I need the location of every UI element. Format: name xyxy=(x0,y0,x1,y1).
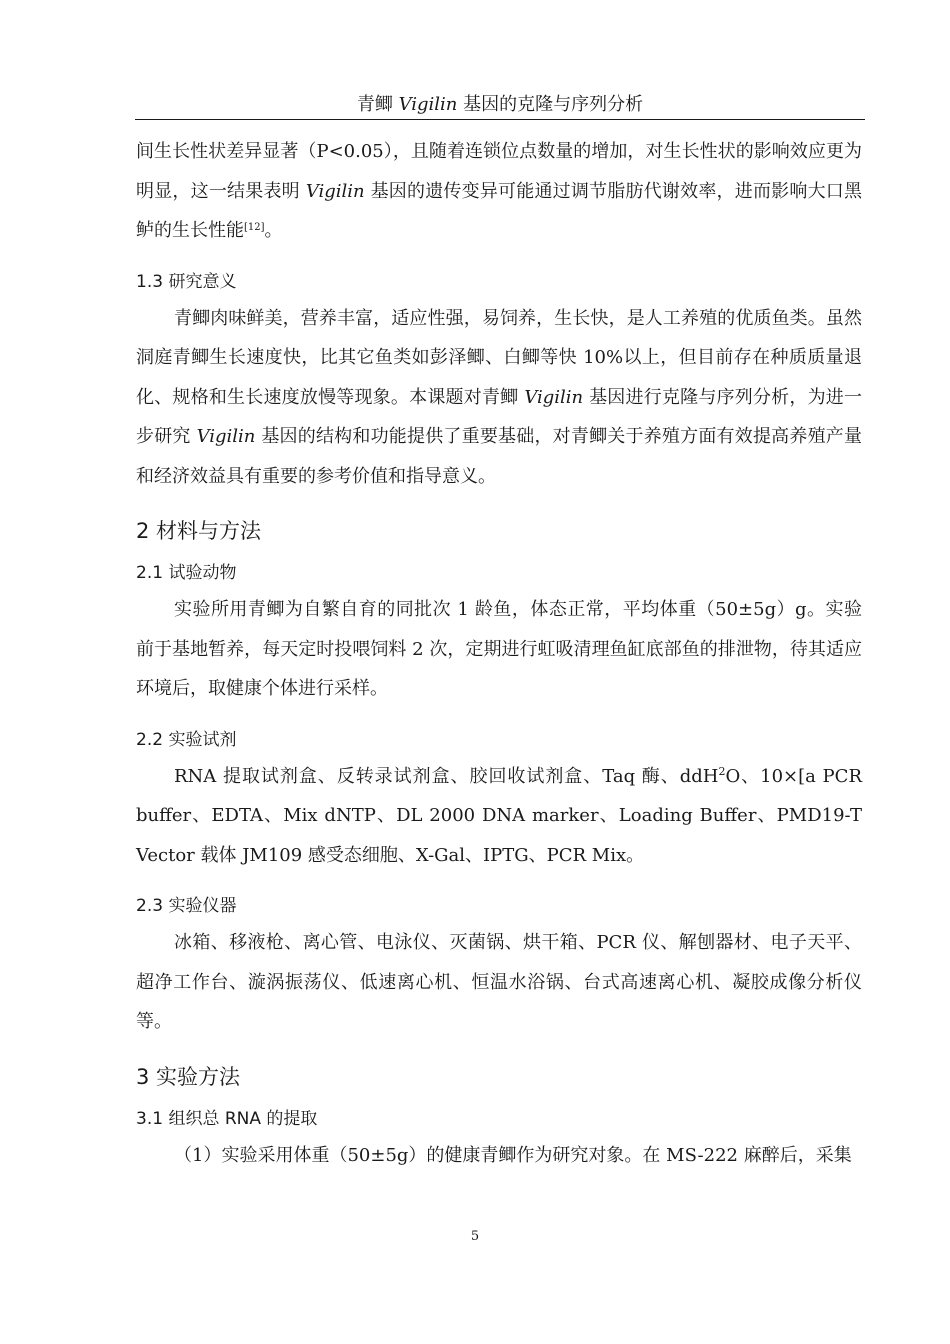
section-2-1-title: 2.1 试验动物 xyxy=(136,563,237,583)
section-1-3-gene-1: Vigilin xyxy=(524,386,584,408)
chapter-3-title: 3 实验方法 xyxy=(136,1064,241,1089)
superscript-2: 2 xyxy=(718,764,726,778)
intro-line2a: 更为明显，这一结果表明 xyxy=(136,141,862,202)
section-2-3-paragraph: 冰箱、移液枪、离心管、电泳仪、灭菌锅、烘干箱、PCR 仪、解刨器材、电子天平、超净工作台、漩涡振荡仪、低速离心机、恒温水浴锅、台式高速离心机、凝胶成像分析仪等。 xyxy=(136,932,862,1032)
running-header xyxy=(135,93,865,117)
section-2-2-title: 2.2 实验试剂 xyxy=(136,729,237,750)
section-3-1-title: 3.1 组织总 RNA 的提取 xyxy=(136,1108,318,1129)
intro-line2b: 基因的遗传变异可能通过调节脂肪代谢效率，进而影响大口黑鲈的生长性能 xyxy=(136,180,862,241)
intro-continuation-paragraph xyxy=(136,132,862,251)
citation-ref: [12] xyxy=(244,222,265,233)
header-rule xyxy=(135,119,865,120)
page-content xyxy=(136,132,862,1175)
section-2-1-paragraph: 实验所用青鲫为自繁自育的同批次 1 龄鱼，体态正常，平均体重（50±5g）g。实验前于基地暂养，每天定时投喂饲料 2 次，定期进行虹吸清理鱼缸底部鱼的排泄物，待其适应环境后，取健康个体进行采样。 xyxy=(136,599,862,699)
section-2-2-text-b: O、10×[a PCR buffer、EDTA、Mix dNTP、DL 2000 DNA marker、Loading Buffer、PMD19-T Vector 载体 JM109 感受态细胞、X-Gal、IPTG、PCR Mix。 xyxy=(136,765,862,866)
section-2-3-title: 2.3 实验仪器 xyxy=(136,896,237,916)
intro-end: 。 xyxy=(264,220,283,241)
section-1-3-text-a: 青鲫肉味鲜美，营养丰富，适应性强，易饲养，生长快，是人工养殖的优质鱼类。虽然洞庭青鲫生长速度快，比其它鱼类如彭泽鲫、白鲫等快 10%以上，但目前存在种质质量退化、规格和生长速度放慢等现象。本课题对青鲫 xyxy=(136,307,862,408)
intro-line1: 间生长性状差异显著（P<0.05），且随着连锁位点数量的增加，对生长性状的影响效应 xyxy=(136,141,826,162)
chapter-2-title: 2 材料与方法 xyxy=(136,519,262,543)
header-suffix: 基因的克隆与序列分析 xyxy=(457,94,644,115)
page-number: 5 xyxy=(470,1229,480,1244)
section-1-3-paragraph xyxy=(136,299,862,497)
section-2-2-text-a: RNA 提取试剂盒、反转录试剂盒、胶回收试剂盒、Taq 酶、ddH xyxy=(174,765,719,787)
section-2-2-paragraph xyxy=(136,757,862,876)
intro-gene-name: Vigilin xyxy=(305,180,365,202)
header-prefix: 青鲫 xyxy=(356,94,399,115)
section-3-1-paragraph: （1）实验采用体重（50±5g）的健康青鲫作为研究对象。在 MS-222 麻醉后，采集 xyxy=(174,1144,852,1166)
section-1-3-text-b: 基因进行克隆与序列分析，为进一步研究 xyxy=(136,386,862,447)
section-1-3-text-c: 基因的结构和功能提供了重要基础，对青鲫关于养殖方面有效提高养殖产量和经济效益具有重要的参考价值和指导意义。 xyxy=(136,426,862,487)
section-1-3-title: 1.3 研究意义 xyxy=(136,271,237,292)
header-gene-name: Vigilin xyxy=(398,94,458,115)
section-1-3-gene-2: Vigilin xyxy=(196,426,256,447)
